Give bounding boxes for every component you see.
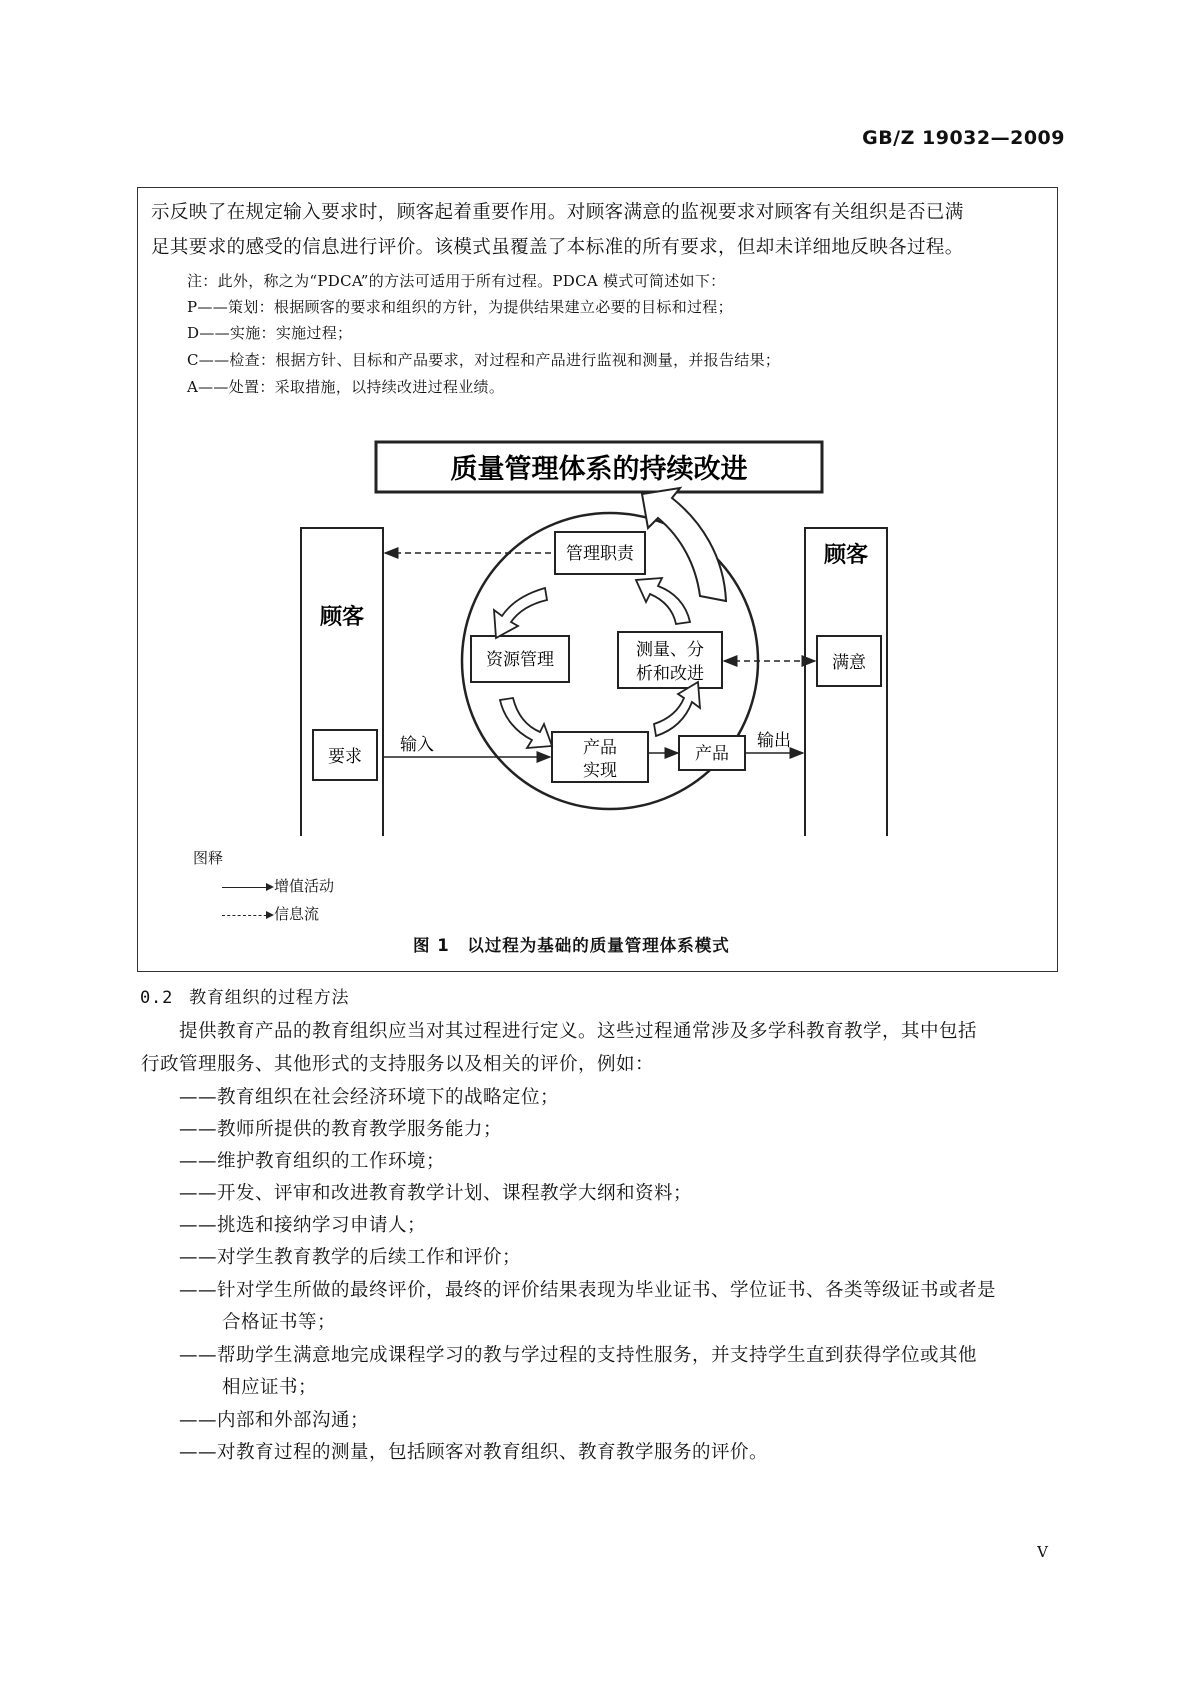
output-label: 输出 bbox=[757, 731, 791, 751]
realization-label-1: 产品 bbox=[583, 738, 617, 758]
solid-arrow-icon bbox=[222, 887, 272, 888]
list-item: ——挑选和接纳学习申请人； bbox=[179, 1215, 427, 1236]
list-item: ——内部和外部沟通； bbox=[179, 1410, 370, 1431]
realization-label-2: 实现 bbox=[583, 761, 617, 781]
resource-mgmt-label: 资源管理 bbox=[486, 650, 554, 670]
cycle-arrow-top-right bbox=[636, 578, 690, 624]
banner-title: 质量管理体系的持续改进 bbox=[450, 454, 748, 485]
measure-label-1: 测量、分 bbox=[636, 640, 704, 660]
qms-model-diagram bbox=[296, 436, 916, 840]
left-customer-box bbox=[301, 528, 383, 836]
note-intro: 注：此外，称之为“PDCA”的方法可适用于所有过程。PDCA 模式可简述如下： bbox=[187, 272, 726, 290]
mgmt-resp-label: 管理职责 bbox=[566, 544, 634, 564]
pdca-act: A——处置：采取措施，以持续改进过程业绩。 bbox=[187, 378, 505, 396]
list-item: ——维护教育组织的工作环境； bbox=[179, 1151, 446, 1172]
list-item: ——教育组织在社会经济环境下的战略定位； bbox=[179, 1087, 560, 1108]
legend-solid-label: 增值活动 bbox=[274, 877, 335, 895]
list-item: ——教师所提供的教育教学服务能力； bbox=[179, 1119, 503, 1140]
intro-line-2: 行政管理服务、其他形式的支持服务以及相关的评价，例如： bbox=[141, 1054, 655, 1075]
list-item: ——帮助学生满意地完成课程学习的教与学过程的支持性服务，并支持学生直到获得学位或其他 bbox=[179, 1345, 978, 1366]
list-item-continuation: 相应证书； bbox=[222, 1377, 318, 1398]
list-item: ——开发、评审和改进教育教学计划、课程教学大纲和资料； bbox=[179, 1183, 693, 1204]
input-label: 输入 bbox=[400, 735, 434, 755]
measure-label-2: 析和改进 bbox=[636, 664, 704, 684]
page-number: V bbox=[1037, 1543, 1048, 1561]
list-item: ——对教育过程的测量，包括顾客对教育组织、教育教学服务的评价。 bbox=[179, 1442, 769, 1463]
section-title: 教育组织的过程方法 bbox=[189, 988, 350, 1008]
cycle-arrow-top-left bbox=[494, 588, 547, 638]
section-heading bbox=[140, 983, 349, 1008]
pdca-do: D——实施：实施过程； bbox=[187, 324, 353, 342]
satisfaction-label: 满意 bbox=[832, 653, 866, 673]
list-item-continuation: 合格证书等； bbox=[222, 1312, 337, 1333]
product-label: 产品 bbox=[695, 744, 729, 764]
requirements-label: 要求 bbox=[328, 747, 362, 767]
pdca-check: C——检查：根据方针、目标和产品要求，对过程和产品进行监视和测量，并报告结果； bbox=[187, 351, 781, 369]
legend-dashed-row bbox=[222, 903, 319, 924]
box-paragraph-line-1: 示反映了在规定输入要求时，顾客起着重要作用。对顾客满意的监视要求对顾客有关组织是否已满 bbox=[151, 202, 964, 223]
cycle-arrow-bottom-right bbox=[654, 682, 700, 736]
intro-line-1: 提供教育产品的教育组织应当对其过程进行定义。这些过程通常涉及多学科教育教学，其中包括 bbox=[179, 1021, 978, 1042]
pdca-plan: P——策划：根据顾客的要求和组织的方针，为提供结果建立必要的目标和过程； bbox=[187, 298, 733, 316]
box-paragraph-line-2: 足其要求的感受的信息进行评价。该模式虽覆盖了本标准的所有要求，但却未详细地反映各过程。 bbox=[151, 237, 964, 258]
cycle-arrow-bottom-left bbox=[500, 698, 552, 748]
list-item: ——对学生教育教学的后续工作和评价； bbox=[179, 1247, 522, 1268]
dashed-arrow-icon bbox=[222, 915, 272, 916]
left-customer-label: 顾客 bbox=[319, 605, 365, 630]
legend-dashed-label: 信息流 bbox=[274, 905, 320, 923]
list-item: ——针对学生所做的最终评价，最终的评价结果表现为毕业证书、学位证书、各类等级证书或者是 bbox=[179, 1280, 997, 1301]
legend-solid-row bbox=[222, 875, 334, 896]
section-number: 0.2 bbox=[140, 988, 174, 1008]
figure-caption: 图 1 以过程为基础的质量管理体系模式 bbox=[413, 936, 730, 955]
right-customer-label: 顾客 bbox=[823, 543, 869, 568]
standard-number: GB/Z 19032—2009 bbox=[862, 127, 1065, 149]
legend-title: 图释 bbox=[193, 849, 224, 867]
